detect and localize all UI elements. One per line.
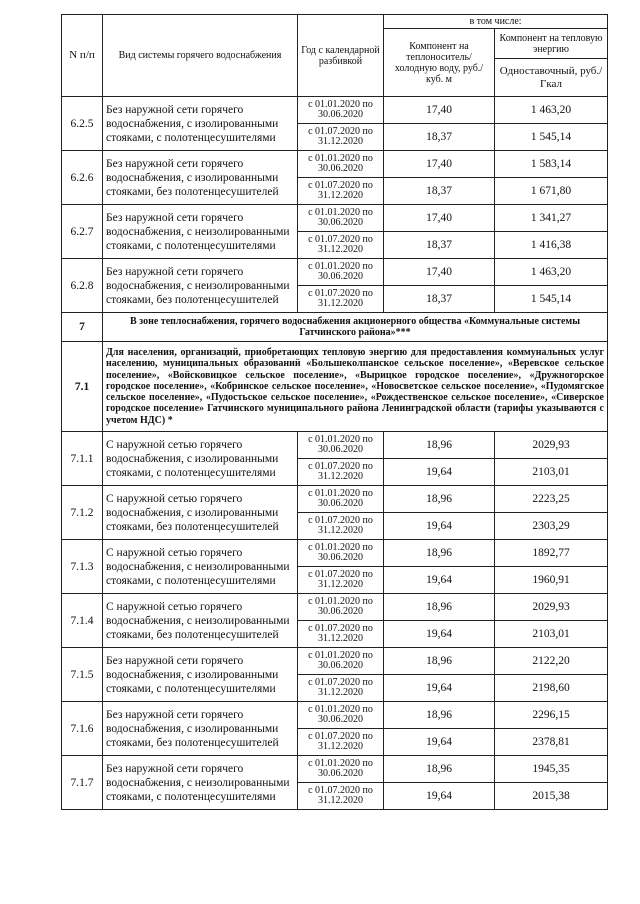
system-description: Без наружной сети горячего водоснабжения, с неизолированными стояками, с полотенцесушителями [103,205,298,259]
header-component-water: Компонент на теплоноситель/ холодную воду, руб./куб. м [384,29,495,97]
water-component-value: 18,96 [384,486,495,513]
heat-component-value: 1 545,14 [495,286,608,313]
water-component-value: 18,96 [384,756,495,783]
heat-component-value: 1 463,20 [495,97,608,124]
period: с 01.07.2020 по 31.12.2020 [298,232,384,259]
heat-component-value: 1 545,14 [495,124,608,151]
section-row [62,342,608,432]
period: с 01.07.2020 по 31.12.2020 [298,621,384,648]
row-number: 7.1.2 [62,486,103,540]
row-number: 6.2.6 [62,151,103,205]
water-component-value: 18,96 [384,432,495,459]
period: с 01.07.2020 по 31.12.2020 [298,513,384,540]
table-row [62,594,608,621]
heat-component-value: 1 671,80 [495,178,608,205]
heat-component-value: 2296,15 [495,702,608,729]
water-component-value: 19,64 [384,513,495,540]
table-row [62,540,608,567]
heat-component-value: 2303,29 [495,513,608,540]
heat-component-value: 2103,01 [495,621,608,648]
water-component-value: 17,40 [384,259,495,286]
water-component-value: 17,40 [384,97,495,124]
period: с 01.01.2020 по 30.06.2020 [298,540,384,567]
water-component-value: 19,64 [384,729,495,756]
water-component-value: 18,37 [384,286,495,313]
period: с 01.01.2020 по 30.06.2020 [298,259,384,286]
water-component-value: 18,96 [384,702,495,729]
heat-component-value: 2103,01 [495,459,608,486]
heat-component-value: 2029,93 [495,594,608,621]
system-description: С наружной сетью горячего водоснабжения, с изолированными стояками, без полотенцесушителей [103,486,298,540]
period: с 01.01.2020 по 30.06.2020 [298,486,384,513]
header-year: Год с календарной разбивкой [298,15,384,97]
period: с 01.07.2020 по 31.12.2020 [298,675,384,702]
row-number: 7.1.5 [62,648,103,702]
system-description: Без наружной сети горячего водоснабжения, с изолированными стояками, без полотенцесушителей [103,702,298,756]
heat-component-value: 1 583,14 [495,151,608,178]
heat-component-value: 1945,35 [495,756,608,783]
period: с 01.01.2020 по 30.06.2020 [298,432,384,459]
header-num: N п/п [62,15,103,97]
period: с 01.07.2020 по 31.12.2020 [298,286,384,313]
system-description: С наружной сетью горячего водоснабжения, с изолированными стояками, с полотенцесушителями [103,432,298,486]
table-row [62,702,608,729]
heat-component-value: 1960,91 [495,567,608,594]
period: с 01.07.2020 по 31.12.2020 [298,459,384,486]
header-component-heat-sub: Одноставочный, руб./Гкал [495,59,608,97]
period: с 01.01.2020 по 30.06.2020 [298,205,384,232]
row-number: 7.1.6 [62,702,103,756]
water-component-value: 18,37 [384,232,495,259]
heat-component-value: 2223,25 [495,486,608,513]
heat-component-value: 1 341,27 [495,205,608,232]
water-component-value: 17,40 [384,151,495,178]
period: с 01.07.2020 по 31.12.2020 [298,178,384,205]
table-row [62,432,608,459]
table-row [62,97,608,124]
row-number: 7.1.3 [62,540,103,594]
system-description: Без наружной сети горячего водоснабжения, с изолированными стояками, без полотенцесушителей [103,151,298,205]
water-component-value: 18,96 [384,540,495,567]
table-row [62,486,608,513]
row-number: 6.2.8 [62,259,103,313]
table-row [62,756,608,783]
row-number: 7.1.7 [62,756,103,810]
period: с 01.01.2020 по 30.06.2020 [298,151,384,178]
system-description: Без наружной сети горячего водоснабжения, с неизолированными стояками, с полотенцесушителями [103,756,298,810]
system-description: Без наружной сети горячего водоснабжения, с неизолированными стояками, без полотенцесушителей [103,259,298,313]
table-row [62,259,608,286]
period: с 01.07.2020 по 31.12.2020 [298,567,384,594]
water-component-value: 19,64 [384,783,495,810]
system-description: Без наружной сети горячего водоснабжения, с изолированными стояками, с полотенцесушителями [103,648,298,702]
water-component-value: 19,64 [384,459,495,486]
heat-component-value: 2378,81 [495,729,608,756]
zone-title: В зоне теплоснабжения, горячего водоснабжения акционерного общества «Коммунальные системы Гатчинского района»*** [103,313,608,342]
period: с 01.01.2020 по 30.06.2020 [298,756,384,783]
period: с 01.07.2020 по 31.12.2020 [298,729,384,756]
row-number: 6.2.5 [62,97,103,151]
period: с 01.07.2020 по 31.12.2020 [298,783,384,810]
row-number: 7.1.1 [62,432,103,486]
period: с 01.01.2020 по 30.06.2020 [298,648,384,675]
zone-number: 7 [62,313,103,342]
system-description: С наружной сетью горячего водоснабжения, с неизолированными стояками, с полотенцесушителями [103,540,298,594]
water-component-value: 18,37 [384,124,495,151]
zone-row [62,313,608,342]
header-component-heat: Компонент на тепловую энергию [495,29,608,59]
tariff-table [61,14,608,810]
heat-component-value: 2198,60 [495,675,608,702]
water-component-value: 18,96 [384,648,495,675]
period: с 01.01.2020 по 30.06.2020 [298,702,384,729]
heat-component-value: 2029,93 [495,432,608,459]
water-component-value: 17,40 [384,205,495,232]
water-component-value: 19,64 [384,675,495,702]
period: с 01.01.2020 по 30.06.2020 [298,594,384,621]
table-row [62,648,608,675]
section-number: 7.1 [62,342,103,432]
row-number: 6.2.7 [62,205,103,259]
system-description: С наружной сетью горячего водоснабжения, с неизолированными стояками, без полотенцесушителей [103,594,298,648]
system-description: Без наружной сети горячего водоснабжения, с изолированными стояками, с полотенцесушителями [103,97,298,151]
water-component-value: 18,96 [384,594,495,621]
table-row [62,151,608,178]
water-component-value: 19,64 [384,567,495,594]
row-number: 7.1.4 [62,594,103,648]
header-including: в том числе: [384,15,608,29]
heat-component-value: 2122,20 [495,648,608,675]
heat-component-value: 1 463,20 [495,259,608,286]
period: с 01.01.2020 по 30.06.2020 [298,97,384,124]
heat-component-value: 1892,77 [495,540,608,567]
heat-component-value: 2015,38 [495,783,608,810]
water-component-value: 19,64 [384,621,495,648]
water-component-value: 18,37 [384,178,495,205]
section-description: Для населения, организаций, приобретающих тепловую энергию для предоставления коммунальных услуг населению, муниципальных образований «Большеколпанское сельское поселение», «Веревское сельское поселение», «Войсковицкое сельское поселение», «Вырицкое городское поселение», «Дружногорское городское поселение», «Кобринское сельское поселение», «Новосветское сельское поселение», «Пудомягское сельское поселение», «Пудостьское сельское поселение», «Рождественское сельское поселение», «Сиверское городское поселение» Гатчинского муниципального района Ленинградской области (тарифы указываются с учетом НДС) * [103,342,608,432]
period: с 01.07.2020 по 31.12.2020 [298,124,384,151]
table-row [62,205,608,232]
header-type: Вид системы горячего водоснабжения [103,15,298,97]
heat-component-value: 1 416,38 [495,232,608,259]
